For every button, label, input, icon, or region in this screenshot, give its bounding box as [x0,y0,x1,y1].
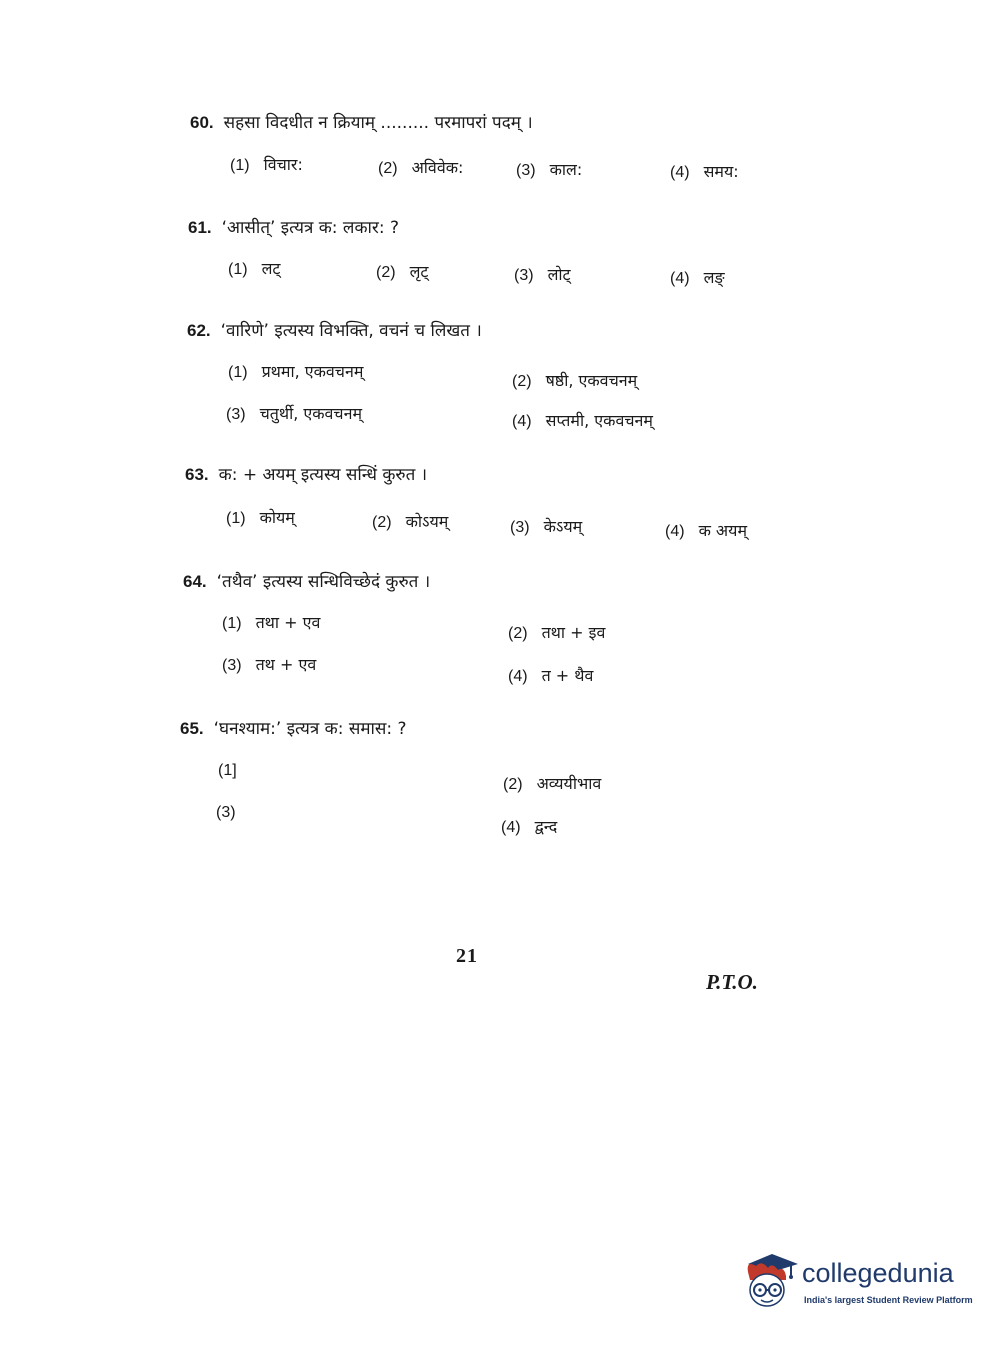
option-text: विचार: [263,155,303,174]
option-text: चतुर्थी, एकवचनम् [259,404,363,423]
option-number: (3) [516,162,536,179]
option-text: षष्ठी, एकवचनम् [545,371,638,390]
option-text: प्रथमा, एकवचनम् [261,362,364,381]
option-text: अव्ययीभाव [536,774,602,793]
option-number: (1] [218,762,237,779]
option-number: (1) [226,510,246,527]
option-number: (1) [228,261,248,278]
question-text: ‘आसीत्’ इत्यत्र क: लकार: ? [221,218,400,238]
option-number: (4) [508,668,528,685]
option [512,409,653,431]
option-number: (2) [512,373,532,390]
question-text: ‘तथैव’ इत्यस्य सन्धिविच्छेदं कुरुत । [216,572,431,592]
question-61 [188,215,399,238]
option [670,266,725,288]
option-number: (2) [508,625,528,642]
option-number: (4) [665,523,685,540]
option-text: कोयम् [259,508,295,527]
option [228,360,363,382]
option [510,515,582,537]
option [226,402,362,424]
option-number: (2) [378,160,398,177]
question-text: ‘वारिणे’ इत्यस्य विभक्ति, वचनं च लिखत । [220,321,482,341]
option-number: (3) [226,406,246,423]
option-text: काल: [549,160,583,179]
option [222,653,316,675]
option [372,510,448,532]
page-number: 21 [456,945,478,967]
option [218,760,251,780]
option-number: (2) [372,514,392,531]
option-text: केऽयम् [543,517,583,536]
option-number: (4) [501,819,521,836]
student-mascot-icon [742,1250,800,1312]
option [512,369,637,391]
option-number: (1) [222,615,242,632]
option-number: (3) [510,519,530,536]
option-text: त + थैव [541,666,594,685]
question-62 [187,318,482,341]
option-number: (3) [222,657,242,674]
option-text: तथा + इव [541,623,606,642]
question-65 [180,716,407,739]
option-text: द्वन्द [534,817,558,836]
question-text: सहसा विदधीत न क्रियाम् ......... परमापरां पदम् । [223,113,533,133]
option-number: (2) [376,264,396,281]
question-number: 60. [190,113,214,132]
option [665,519,747,541]
option [670,160,739,182]
option [216,802,250,822]
question-number: 64. [183,572,207,591]
option-text: लृट् [409,262,429,281]
option [508,664,593,686]
option-text: कोऽयम् [405,512,449,531]
option [516,158,582,180]
question-60 [190,110,533,133]
question-number: 65. [180,719,204,738]
option [222,611,320,633]
option-text: लट् [261,259,281,278]
option-number: (4) [670,270,690,287]
question-number: 61. [188,218,212,237]
option [503,772,601,794]
question-text: ‘घनश्याम:’ इत्यत्र क: समास: ? [213,719,407,739]
option-number: (3) [514,267,534,284]
question-number: 62. [187,321,211,340]
pto-label: P.T.O. [706,970,758,994]
option-number: (2) [503,776,523,793]
collegedunia-logo [742,1250,974,1312]
option [501,815,557,837]
option [514,263,571,285]
option-number: (4) [670,164,690,181]
option [230,153,303,175]
option [228,257,280,279]
logo-tagline: India's largest Student Review Platform [804,1295,973,1305]
option [376,260,428,282]
option [226,506,295,528]
question-63 [185,462,427,485]
option-text: लोट् [547,265,571,284]
question-number: 63. [185,465,209,484]
option-text: समय: [703,162,739,181]
option [508,621,605,643]
option-text: अविवेक: [411,158,464,177]
logo-name: collegedunia [802,1258,954,1288]
option-number: (1) [228,364,248,381]
option-number: (3) [216,804,236,821]
question-text: क: + अयम् इत्यस्य सन्धिं कुरुत । [218,465,428,485]
option-number: (1) [230,157,250,174]
question-64 [183,569,430,592]
option-text: सप्तमी, एकवचनम् [545,411,653,430]
option-text: तथा + एव [255,613,321,632]
option-number: (4) [512,413,532,430]
option-text: लङ् [703,268,725,287]
option [378,156,463,178]
option-text: तथ + एव [255,655,317,674]
option-text: क अयम् [698,521,748,540]
